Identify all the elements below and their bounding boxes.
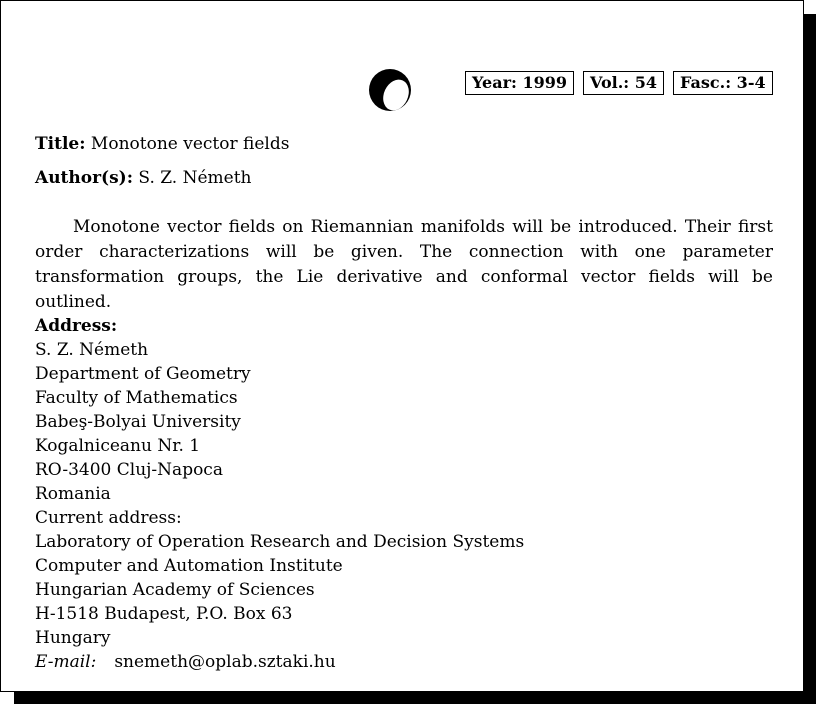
- address-line: Department of Geometry: [35, 364, 251, 384]
- email-label: E-mail:: [35, 652, 97, 672]
- authors-line: [35, 168, 251, 188]
- article-title: Monotone vector fields: [90, 134, 290, 154]
- journal-logo-icon: [367, 67, 413, 113]
- abstract-paragraph: Monotone vector fields on Riemannian manifolds will be introduced. Their first order characterizations will be given. The connection with one parameter transformation groups, the Lie derivative and conformal vector fields will be outlined.: [35, 217, 773, 312]
- article-authors: S. Z. Németh: [138, 168, 252, 188]
- address-line: Kogalniceanu Nr. 1: [35, 436, 201, 456]
- email-line: [35, 650, 524, 674]
- address-line: Laboratory of Operation Research and Decision Systems: [35, 532, 525, 552]
- address-line: Faculty of Mathematics: [35, 388, 238, 408]
- page-shadow-bottom: [14, 692, 816, 704]
- authors-label: Author(s):: [35, 168, 133, 188]
- page-shadow-right: [804, 14, 816, 704]
- title-label: Title:: [35, 134, 86, 154]
- issue-badges: [465, 71, 773, 95]
- address-label: Address:: [35, 316, 118, 336]
- email-address: snemeth@oplab.sztaki.hu: [114, 652, 336, 672]
- volume-badge: Vol.: 54: [583, 71, 664, 95]
- address-line: Romania: [35, 484, 111, 504]
- address-line: Babeş-Bolyai University: [35, 412, 241, 432]
- address-line: Hungary: [35, 628, 111, 648]
- address-line: RO-3400 Cluj-Napoca: [35, 460, 223, 480]
- address-line: S. Z. Németh: [35, 340, 149, 360]
- address-line: Current address:: [35, 508, 182, 528]
- fascicle-badge: Fasc.: 3-4: [673, 71, 773, 95]
- year-badge: Year: 1999: [465, 71, 574, 95]
- address-line: Computer and Automation Institute: [35, 556, 343, 576]
- title-line: [35, 134, 289, 154]
- address-line: H-1518 Budapest, P.O. Box 63: [35, 604, 293, 624]
- address-line: Hungarian Academy of Sciences: [35, 580, 315, 600]
- address-block: [35, 314, 524, 674]
